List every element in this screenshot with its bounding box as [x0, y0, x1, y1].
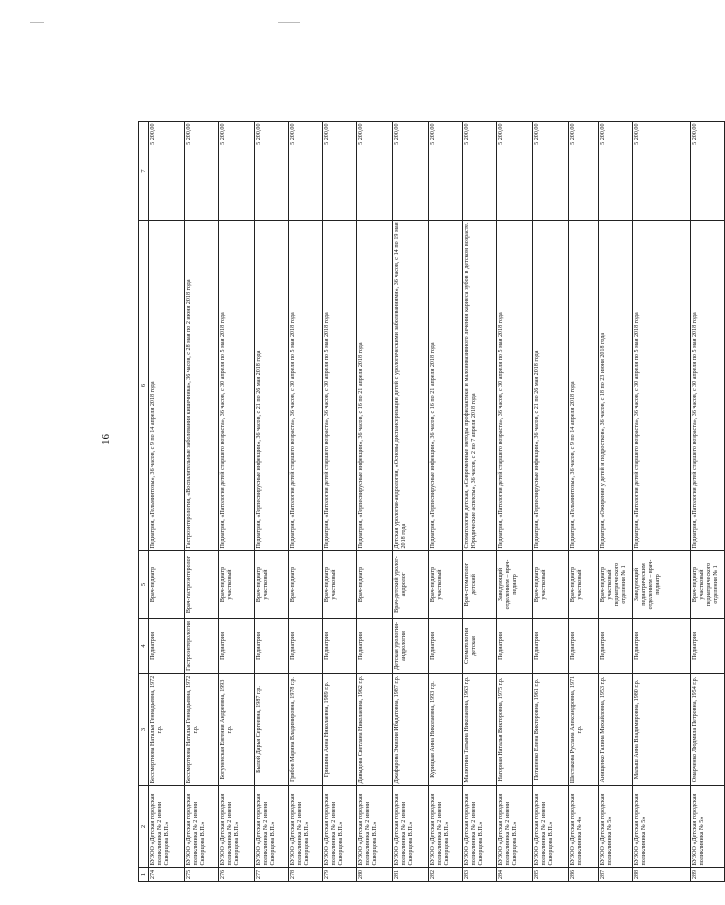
cell-specialty: Педиатрия [323, 619, 357, 674]
cell-specialty: Педиатрия [569, 619, 599, 674]
cell-course-info: Педиатрия, «Патология детей старшего возраста», 36 часов, с 30 апреля по 5 мая 2018 года [497, 221, 533, 551]
cell-organization: БУЗОО «Детская городская поликлиника № 2 имени Скворцова В.П.» [185, 786, 219, 868]
cell-organization: БУЗОО «Детская городская поликлиника № 2 имени Скворцова В.П.» [289, 786, 323, 868]
table-row [569, 122, 599, 882]
cell-organization: БУЗОО «Детская городская поликлиника № 5» [599, 786, 633, 868]
cell-specialty: Стоматология детская [463, 619, 497, 674]
cell-position: Врач-стоматолог детский [463, 551, 497, 619]
cell-organization: БУЗОО «Детская городская поликлиника № 5» [691, 786, 725, 868]
cell-cost: 5 200,00 [691, 122, 725, 221]
cell-position: Врач-педиатр участковый педиатрического отделения № 1 [691, 551, 725, 619]
scan-speck [278, 22, 300, 23]
cell-specialty: Педиатрия [429, 619, 463, 674]
table-row [357, 122, 393, 882]
cell-full-name: Малыш Анна Владимировна, 1980 г.р. [633, 674, 691, 786]
cell-full-name: Потапенко Елена Викторовна, 1961 г.р. [533, 674, 569, 786]
table-row [289, 122, 323, 882]
cell-position: Врач-педиатр участковый [323, 551, 357, 619]
cell-specialty: Педиатрия [149, 619, 185, 674]
cell-course-info: Педиатрия, «Герпесвирусные инфекции», 36 часов, с 21 по 26 мая 2018 года [255, 221, 289, 551]
table-row [149, 122, 185, 882]
cell-specialty: Педиатрия [691, 619, 725, 674]
scan-speck [30, 22, 44, 23]
cell-full-name: Нагорная Наталья Викторовна, 1975 г.р. [497, 674, 533, 786]
cell-specialty: Педиатрия [633, 619, 691, 674]
cell-row-number: 286 [569, 868, 599, 882]
cell-row-number: 278 [289, 868, 323, 882]
cell-full-name: Былой Дарья Сергеевна, 1987 г.р. [255, 674, 289, 786]
cell-position: Врач-гастроэнтеролог [185, 551, 219, 619]
cell-cost: 5 200,00 [255, 122, 289, 221]
cell-cost: 5 200,00 [599, 122, 633, 221]
cell-row-number: 282 [429, 868, 463, 882]
cell-specialty: Педиатрия [219, 619, 255, 674]
cell-course-info: Педиатрия, «Патология детей старшего возраста», 36 часов, с 30 апреля по 5 мая 2018 года [323, 221, 357, 551]
cell-full-name: Грибов Марина Владимировна, 1978 г.р. [289, 674, 323, 786]
table-row [429, 122, 463, 882]
cell-row-number: 274 [149, 868, 185, 882]
table-row [323, 122, 357, 882]
cell-course-info: Стоматология детская, «Современные методы профилактики и малоинвазивного лечения кариеса зубов в детском возрасте. Юридические аспекты», 36 часов, с 2 по 7 апреля 2018 года [463, 221, 497, 551]
cell-cost: 5 200,00 [219, 122, 255, 221]
table-row [219, 122, 255, 882]
cell-organization: БУЗОО «Детская городская поликлиника № 2 имени Скворцова В.П.» [463, 786, 497, 868]
cell-full-name: Анищенко Галина Михайловна, 1953 г.р. [599, 674, 633, 786]
cell-cost: 5 200,00 [393, 122, 429, 221]
cell-row-number: 277 [255, 868, 289, 882]
cell-position: Врач-педиатр участковый [429, 551, 463, 619]
cell-organization: БУЗОО «Детская городская поликлиника № 2 имени Скворцова В.П.» [429, 786, 463, 868]
col-header: 7 [139, 122, 149, 221]
cell-cost: 5 200,00 [533, 122, 569, 221]
cell-position: Врач-педиатр [357, 551, 393, 619]
table-row [185, 122, 219, 882]
cell-course-info: Детская урология-андрология, «Основы диспансеризации детей с урологическими заболеваниями», 36 часов, с 14 по 19 мая 2018 года [393, 221, 429, 551]
cell-specialty: Педиатрия [289, 619, 323, 674]
cell-full-name: Бессмертнова Наталья Геннадьевна, 1972 г.р. [185, 674, 219, 786]
cell-position: Заведующий отделением – врач-педиатр [497, 551, 533, 619]
cell-position: Врач-педиатр участковый [219, 551, 255, 619]
col-header: 1 [139, 868, 149, 882]
cell-organization: БУЗОО «Детская городская поликлиника № 5» [633, 786, 691, 868]
table-header-row [139, 122, 149, 882]
cell-specialty: Педиатрия [599, 619, 633, 674]
cell-row-number: 279 [323, 868, 357, 882]
cell-organization: БУЗОО «Детская городская поликлиника № 2 имени Скворцова В.П.» [533, 786, 569, 868]
table-row [497, 122, 533, 882]
table-row [599, 122, 633, 882]
cell-cost: 5 200,00 [185, 122, 219, 221]
cell-row-number: 284 [497, 868, 533, 882]
cell-cost: 5 200,00 [497, 122, 533, 221]
cell-organization: БУЗОО «Детская городская поликлиника № 2 имени Скворцова В.П.» [323, 786, 357, 868]
cell-position: Заведующий педиатрическим отделением – врач-педиатр [633, 551, 691, 619]
cell-specialty: Детская урология-андрология [393, 619, 429, 674]
cell-full-name: Богуненская Евгения Андреевна, 1993 г.р. [219, 674, 255, 786]
table-row [463, 122, 497, 882]
cell-cost: 5 200,00 [569, 122, 599, 221]
cell-position: Врач-педиатр участковый [569, 551, 599, 619]
cell-course-info: Гастроэнтерология, «Воспалительные заболевания кишечника», 36 часов, с 28 мая по 2 июня 2018 года [185, 221, 219, 551]
cell-row-number: 283 [463, 868, 497, 882]
cell-specialty: Гастроэнтерология [185, 619, 219, 674]
cell-cost: 5 200,00 [323, 122, 357, 221]
table-row [255, 122, 289, 882]
cell-cost: 5 200,00 [429, 122, 463, 221]
cell-full-name: Курицкая Анна Николаевна, 1993 г.р. [429, 674, 463, 786]
cell-course-info: Педиатрия, «Патология детей старшего возраста», 36 часов, с 30 апреля по 5 мая 2018 года [289, 221, 323, 551]
cell-course-info: Педиатрия, «Гельминтозы», 36 часов, с 9 по 14 апреля 2018 года [569, 221, 599, 551]
cell-full-name: Джафарова Эмилия Ибадатовна, 1987 г.р. [393, 674, 429, 786]
cell-cost: 5 200,00 [463, 122, 497, 221]
table-row [393, 122, 429, 882]
cell-course-info: Педиатрия, «Патология детей старшего возраста», 36 часов, с 30 апреля по 5 мая 2018 года [219, 221, 255, 551]
cell-row-number: 287 [599, 868, 633, 882]
cell-organization: БУЗОО «Детская городская поликлиника № 4» [569, 786, 599, 868]
table-row [633, 122, 691, 882]
cell-course-info: Педиатрия, «Гельминтозы», 36 часов, с 9 по 14 апреля 2018 года [149, 221, 185, 551]
cell-full-name: Бессмертнова Наталья Геннадьевна, 1972 г.р. [149, 674, 185, 786]
cell-position: Врач-педиатр [149, 551, 185, 619]
cell-row-number: 281 [393, 868, 429, 882]
page-number: 16 [100, 434, 112, 445]
cell-cost: 5 200,00 [357, 122, 393, 221]
cell-row-number: 276 [219, 868, 255, 882]
cell-organization: БУЗОО «Детская городская поликлиника № 2 имени Скворцова В.П.» [357, 786, 393, 868]
cell-row-number: 289 [691, 868, 725, 882]
cell-specialty: Педиатрия [533, 619, 569, 674]
cell-cost: 5 200,00 [289, 122, 323, 221]
cell-row-number: 280 [357, 868, 393, 882]
cell-course-info: Педиатрия, «Патология детей старшего возраста», 36 часов, с 30 апреля по 5 мая 2018 года [633, 221, 691, 551]
cell-organization: БУЗОО «Детская городская поликлиника № 2 имени Скворцова В.П.» [497, 786, 533, 868]
cell-cost: 5 200,00 [633, 122, 691, 221]
cell-full-name: Давыдова Светлана Николаевна, 1962 г.р. [357, 674, 393, 786]
cell-position: Врач-педиатр [289, 551, 323, 619]
cell-course-info: Педиатрия, «Ожирение у детей и подростков», 36 часов, с 18 по 23 июня 2018 года [599, 221, 633, 551]
table-row [533, 122, 569, 882]
table-row [691, 122, 725, 882]
cell-course-info: Педиатрия, «Герпесвирусные инфекции», 36 часов, с 21 по 26 мая 2018 года [533, 221, 569, 551]
col-header: 3 [139, 674, 149, 786]
cell-specialty: Педиатрия [255, 619, 289, 674]
cell-specialty: Педиатрия [357, 619, 393, 674]
cell-full-name: Омарченко Людмила Петровна, 1954 г.р. [691, 674, 725, 786]
cell-row-number: 285 [533, 868, 569, 882]
col-header: 5 [139, 551, 149, 619]
col-header: 2 [139, 786, 149, 868]
cell-full-name: Гришина Анна Николаевна, 1989 г.р. [323, 674, 357, 786]
cell-course-info: Педиатрия, «Патология детей старшего возраста», 36 часов, с 30 апреля по 5 мая 2018 года [691, 221, 725, 551]
cell-specialty: Педиатрия [497, 619, 533, 674]
cell-course-info: Педиатрия, «Герпесвирусные инфекции», 36 часов, с 16 по 21 апреля 2018 года [429, 221, 463, 551]
table-body [149, 122, 725, 882]
cell-course-info: Педиатрия, «Герпесвирусные инфекции», 36 часов, с 16 по 21 апреля 2018 года [357, 221, 393, 551]
cell-row-number: 288 [633, 868, 691, 882]
document-table-rotated [138, 122, 720, 882]
col-header: 4 [139, 619, 149, 674]
cell-position: Врач-детский уролог-андролог [393, 551, 429, 619]
cell-full-name: Шестакова Руслана Александровна, 1971 г.р. [569, 674, 599, 786]
course-table [138, 121, 725, 882]
cell-organization: БУЗОО «Детская городская поликлиника № 2 имени Скворцова В.П.» [393, 786, 429, 868]
cell-cost: 5 200,00 [149, 122, 185, 221]
cell-organization: БУЗОО «Детская городская поликлиника № 2 имени Скворцова В.П.» [255, 786, 289, 868]
cell-position: Врач-педиатр участковый [533, 551, 569, 619]
col-header: 6 [139, 221, 149, 551]
cell-row-number: 275 [185, 868, 219, 882]
cell-position: Врач-педиатр участковый [255, 551, 289, 619]
cell-position: Врач-педиатр участковый педиатрического отделения № 1 [599, 551, 633, 619]
cell-organization: БУЗОО «Детская городская поликлиника № 2 имени Скворцова В.П.» [149, 786, 185, 868]
cell-organization: БУЗОО «Детская городская поликлиника № 2 имени Скворцова В.П.» [219, 786, 255, 868]
cell-full-name: Малютина Татьяна Николаевна, 1963 г.р. [463, 674, 497, 786]
